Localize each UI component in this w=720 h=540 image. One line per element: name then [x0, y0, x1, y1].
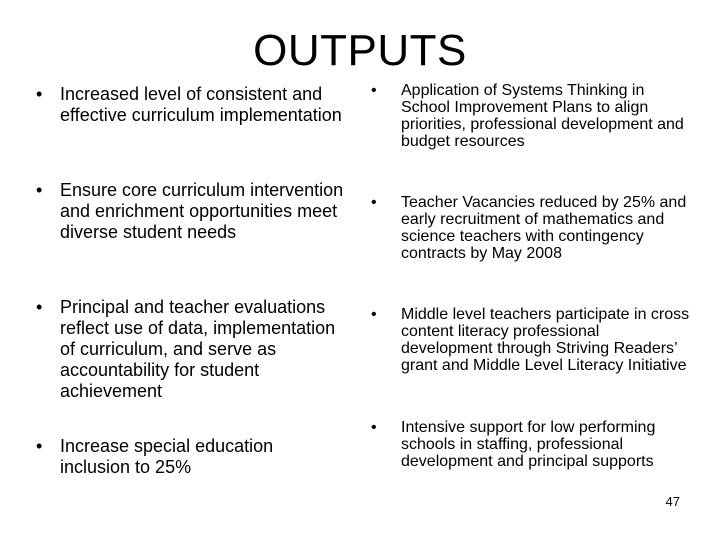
bullet-dot: • — [371, 306, 377, 323]
bullet-dot: • — [36, 180, 43, 200]
bullet-dot: • — [36, 297, 43, 317]
bullet-text: Teacher Vacancies reduced by 25% and early recruitment of mathematics and science teachers with contingency contracts by May 2008 — [401, 194, 687, 262]
bullet-dot: • — [371, 419, 377, 436]
bullet-text: Increase special education inclusion to 25% — [60, 436, 274, 477]
bullet-dot: • — [371, 82, 377, 99]
bullet-text: Increased level of consistent and effective curriculum implementation — [60, 84, 342, 125]
bullet-dot: • — [36, 84, 43, 104]
right-bullet-2 — [371, 194, 691, 262]
bullet-text: Principal and teacher evaluations reflect use of data, implementation of curriculum, and serve as accountability for student achievement — [60, 297, 336, 401]
bullet-text: Middle level teachers participate in cross content literacy professional development through Striving Readers’ grant and Middle Level Literacy Initiative — [401, 306, 690, 374]
bullet-text: Intensive support for low performing schools in staffing, professional development and principal supports — [401, 419, 656, 470]
bullet-text: Ensure core curriculum intervention and enrichment opportunities meet diverse student needs — [60, 180, 344, 242]
right-bullet-1 — [371, 82, 691, 150]
right-bullet-3 — [371, 306, 691, 374]
left-bullet-4 — [36, 436, 320, 478]
bullet-dot: • — [371, 194, 377, 211]
left-bullet-3 — [36, 297, 350, 402]
left-bullet-2 — [36, 180, 350, 243]
bullet-text: Application of Systems Thinking in School Improvement Plans to align priorities, professional development and budget resources — [401, 82, 684, 150]
slide-title: OUTPUTS — [253, 26, 467, 75]
bullet-dot: • — [36, 436, 43, 456]
left-bullet-1 — [36, 84, 350, 126]
page-number: 47 — [665, 494, 680, 509]
right-bullet-4 — [371, 419, 676, 470]
